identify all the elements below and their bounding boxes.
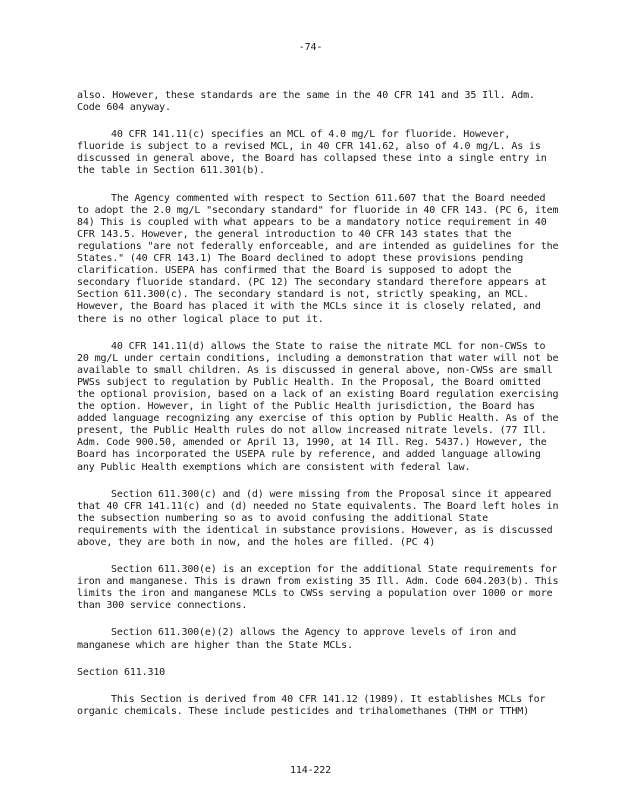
paragraph: Section 611.300(c) and (d) were missing from the Proposal since it appeared that 40 CFR 141.11(c) and (d) needed no State equivalents. The Board left holes in the subsection numbering so as to avoid confusing the additional State requirements with the identical in substance provisions. However, as is discussed above, they are both in now, and the holes are filled. (PC 4) [77, 488, 565, 548]
paragraph: The Agency commented with respect to Section 611.607 that the Board needed to adopt the 2.0 mg/L "secondary standard" for fluoride in 40 CFR 143. (PC 6, item 84) This is coupled with what appears to be a mandatory notice requirement in 40 CFR 143.5. However, the general introduction to 40 CFR 143 states that the regulations "are not federally enforceable, and are intended as guidelines for the States." (40 CFR 143.1) The Board declined to adopt these provisions pending clarification. USEPA has confirmed that the Board is supposed to adopt the secondary fluoride standard. (PC 12) The secondary standard therefore appears at Section 611.300(c). The secondary standard is not, strictly speaking, an MCL. However, the Board has placed it with the MCLs since it is closely related, and there is no other logical place to put it. [77, 192, 565, 325]
document-body [77, 90, 565, 733]
paragraph: 40 CFR 141.11(c) specifies an MCL of 4.0 mg/L for fluoride. However, fluoride is subject to a revised MCL, in 40 CFR 141.62, also of 4.0 mg/L. As is discussed in general above, the Board has collapsed these into a single entry in the table in Section 611.301(b). [77, 129, 553, 177]
section-heading: Section 611.310 [77, 666, 166, 678]
page-number: -74- [298, 42, 323, 53]
paragraph: Section 611.300(e)(2) allows the Agency to approve levels of iron and manganese which are higher than the State MCLs. [77, 627, 522, 651]
paragraph: Section 611.300(e) is an exception for the additional State requirements for iron and manganese. This is drawn from existing 35 Ill. Adm. Code 604.203(b). This limits the iron and manganese MCLs to CWSs serving a population over 1000 or more than 300 service connections. [77, 564, 565, 612]
paragraph: also. However, these standards are the same in the 40 CFR 141 and 35 Ill. Adm. Code 604 anyway. [77, 90, 541, 114]
paragraph: 40 CFR 141.11(d) allows the State to raise the nitrate MCL for non-CWSs to 20 mg/L under certain conditions, including a demonstration that water will not be available to small children. As is discussed in general above, non-CWSs are small PWSs subject to regulation by Public Health. In the Proposal, the Board omitted the optional provision, based on a lack of an existing Board regulation exercising the option. However, in light of the Public Health jurisdiction, the Board has added language recognizing any exercise of this option by Public Health. As of the present, the Public Health rules do not allow increased nitrate levels. (77 Ill. Adm. Code 900.50, amended or April 13, 1990, at 14 Ill. Reg. 5437.) However, the Board has incorporated the USEPA rule by reference, and added language allowing any Public Health exemptions which are consistent with federal law. [77, 340, 565, 473]
page-footer-label: 114-222 [289, 765, 332, 776]
paragraph: This Section is derived from 40 CFR 141.12 (1989). It establishes MCLs for organic chemicals. These include pesticides and trihalomethanes (THM or TTHM) [77, 693, 552, 717]
